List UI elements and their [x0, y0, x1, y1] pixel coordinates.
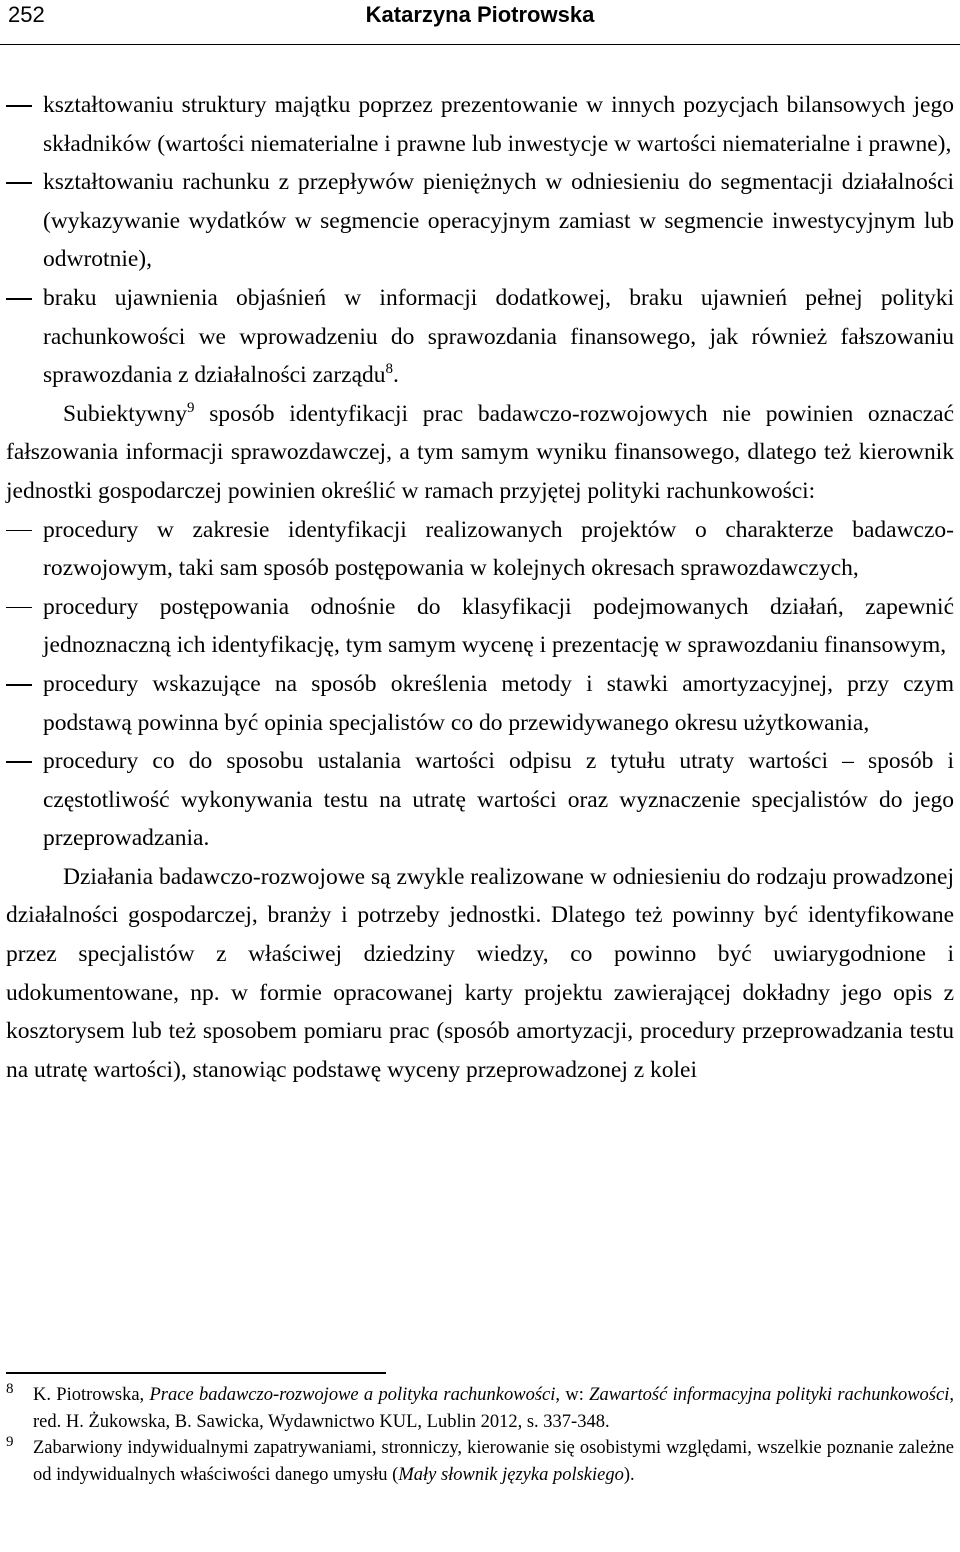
list-item: procedury postępowania odnośnie do klasyfikacji podejmowanych działań, zapewnić jednoznaczną ich identyfikację, tym samym wycenę i prezentację w sprawozdaniu finansowym, [6, 588, 954, 665]
list-item: procedury co do sposobu ustalania wartości odpisu z tytułu utraty wartości – sposób i częstotliwość wykonywania testu na utratę wartości oraz wyznaczenie specjalistów do jego przeprowadzania. [6, 742, 954, 858]
list-item: procedury wskazujące na sposób określenia metody i stawki amortyzacyjnej, przy czym podstawą powinna być opinia specjalistów co do przewidywanego okresu użytkowania, [6, 665, 954, 742]
paragraph: Subiektywny$^9$ sposób identyfikacji prac badawczo-rozwojowych nie powinien oznaczać fałszowania informacji sprawozdawczej, a tym samym wyniku finansowego, dlatego też kierownik jednostki gospodarczej powinien określić w ramach przyjętej polityki rachunkowości: [6, 399, 954, 504]
footnote-9: 9 Zabarwiony indywidualnymi zapatrywaniami, stronniczy, kierowanie się osobistymi względami, wszelkie poznanie zależne od indywidualnych właściwości danego umysłu (Mały słownik języka polskiego). [6, 1435, 954, 1488]
footnote-ref-9[interactable]: 9 [187, 399, 195, 416]
list-item: kształtowaniu struktury majątku poprzez prezentowanie w innych pozycjach bilansowych jego składników (wartości niematerialne i prawne lub inwestycje w wartości niematerialne i prawne), [6, 86, 954, 163]
footnote-8: 8 K. Piotrowska, Prace badawczo-rozwojowe a polityka rachunkowości, w: Zawartość informacyjna polityki rachunkowości, red. H. Żukowska, B. Sawicka, Wydawnictwo KUL, Lublin 2012, s. 337-348. [6, 1382, 954, 1435]
list-item: kształtowaniu rachunku z przepływów pieniężnych w odniesieniu do segmentacji działalności (wykazywanie wydatków w segmencie operacyjnym zamiast w segmencie inwestycyjnym lub odwrotnie), [6, 163, 954, 279]
list-item: procedury w zakresie identyfikacji realizowanych projektów o charakterze badawczo-rozwojowym, taki sam sposób postępowania w kolejnych okresach sprawozdawczych, [6, 511, 954, 588]
page-number: 252 [8, 2, 45, 27]
running-head-author: Katarzyna Piotrowska [365, 2, 595, 27]
running-header [0, 0, 960, 45]
footnote-ref-8[interactable]: 8 [385, 361, 394, 378]
footnote-separator [6, 1372, 386, 1374]
list-item: braku ujawnienia objaśnień w informacji dodatkowej, braku ujawnień pełnej polityki rachunkowości we wprowadzeniu do sprawozdania finansowego, jak również fałszowaniu sprawozdania z działalności zarządu$^8$. [6, 279, 954, 395]
footnote-number: 8 [6, 1381, 14, 1397]
body-text [6, 86, 954, 1089]
paragraph: Działania badawczo-rozwojowe są zwykle realizowane w odniesieniu do rodzaju prowadzonej działalności gospodarczej, branży i potrzeby jednostki. Dlatego też powinny być identyfikowane przez specjalistów z właściwej dziedziny wiedzy, co powinno być uwiarygodnione i udokumentowane, np. w formie opracowanej karty projektu zawierającej dokładny jego opis z kosztorysem lub też sposobem pomiaru prac (sposób amortyzacji, procedury przeprowadzania testu na utratę wartości), stanowiąc podstawę wyceny przeprowadzonej z kolei [6, 863, 954, 1083]
footnotes [6, 1382, 954, 1488]
footnote-number: 9 [6, 1434, 14, 1450]
